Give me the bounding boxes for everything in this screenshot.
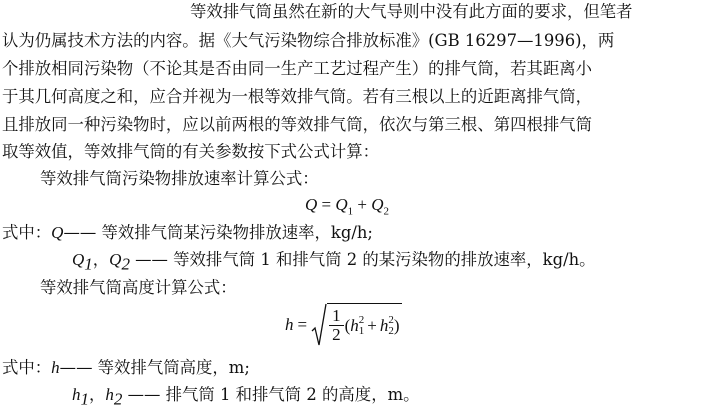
paragraph-line-1: 等效排气筒虽然在新的大气导则中没有此方面的要求，但笔者 xyxy=(190,2,633,21)
radicand xyxy=(327,303,401,347)
rate-def-symbol: Q xyxy=(51,223,64,242)
where-label: 式中： xyxy=(2,223,52,242)
paragraph-line-6: 取等效值，等效排气筒的有关参数按下式公式计算： xyxy=(2,142,379,161)
rate-formula xyxy=(305,195,390,218)
height-def-text: —— 等效排气筒高度，m; xyxy=(59,358,250,377)
rate-term-1: Q xyxy=(335,195,348,214)
height-term-1-sub: 1 xyxy=(358,324,365,337)
height-formula xyxy=(285,303,402,347)
height-plus: + xyxy=(367,315,377,335)
rate-plus: + xyxy=(357,195,367,214)
height-term-2: h xyxy=(379,315,389,335)
rate-term-2: Q xyxy=(371,195,384,214)
paragraph-line-3: 个排放相同污染物（不论其是否由同一生产工艺过程产生）的排气筒，若其距离小 xyxy=(2,59,593,78)
height-term-2-sub: 2 xyxy=(388,324,394,337)
open-paren: ( xyxy=(344,315,351,335)
height-lhs: h xyxy=(285,315,294,334)
rate-lhs: Q xyxy=(305,195,318,214)
rate-def-text: —— 等效排气筒某污染物排放速率，kg/h; xyxy=(63,223,373,242)
height-def2-sub-2: 2 xyxy=(113,389,123,409)
rate-term-2-sub: 2 xyxy=(383,205,390,218)
height-definition-1 xyxy=(2,357,250,379)
radical-sign-icon xyxy=(311,303,327,347)
height-def2-symbol-1: h xyxy=(72,385,81,404)
height-formula-heading: 等效排气筒高度计算公式： xyxy=(40,278,237,297)
rate-formula-heading: 等效排气筒污染物排放速率计算公式： xyxy=(40,169,319,188)
fraction-denominator: 2 xyxy=(332,325,341,344)
fraction-numerator: 1 xyxy=(329,307,344,326)
rate-def2-sub-2: 2 xyxy=(121,254,130,274)
height-def2-text: —— 排气筒 1 和排气筒 2 的高度，m。 xyxy=(122,385,420,404)
paragraph-line-5: 且排放同一种污染物时，应以前两根的等效排气筒，依次与第三根、第四根排气筒 xyxy=(2,115,593,134)
height-def2-sub-1: 1 xyxy=(80,389,89,409)
close-paren: ) xyxy=(393,315,400,335)
paragraph-line-4: 于其几何高度之和，应合并视为一根等效排气筒。若有三根以上的近距离排气筒， xyxy=(2,87,593,106)
height-def2-symbol-2: h xyxy=(105,385,114,404)
rate-definition-2 xyxy=(72,249,596,275)
height-def-symbol: h xyxy=(51,358,60,377)
fraction-half xyxy=(329,307,344,344)
rate-def2-symbol-1: Q xyxy=(72,250,85,269)
rate-def2-symbol-2: Q xyxy=(109,250,122,269)
square-root xyxy=(311,303,401,347)
rate-def2-sub-1: 1 xyxy=(84,254,93,274)
height-term-1-sup: 2 xyxy=(358,313,365,326)
height-equals: = xyxy=(297,315,308,334)
height-term-2-sup: 2 xyxy=(388,313,394,326)
paragraph-line-2: 认为仍属技术方法的内容。据《大气污染物综合排放标准》(GB 16297—1996)，两 xyxy=(2,31,615,50)
rate-def2-text: —— 等效排气筒 1 和排气筒 2 的某污染物的排放速率，kg/h。 xyxy=(129,250,596,269)
where-label: 式中： xyxy=(2,358,52,377)
rate-def2-sep: ， xyxy=(92,250,110,269)
height-definition-2 xyxy=(72,384,420,410)
rate-definition-1 xyxy=(2,222,373,244)
height-term-1: h xyxy=(350,315,359,335)
height-def2-sep: ， xyxy=(89,385,106,404)
rate-equals: = xyxy=(321,195,332,214)
rate-term-1-sub: 1 xyxy=(347,205,354,218)
